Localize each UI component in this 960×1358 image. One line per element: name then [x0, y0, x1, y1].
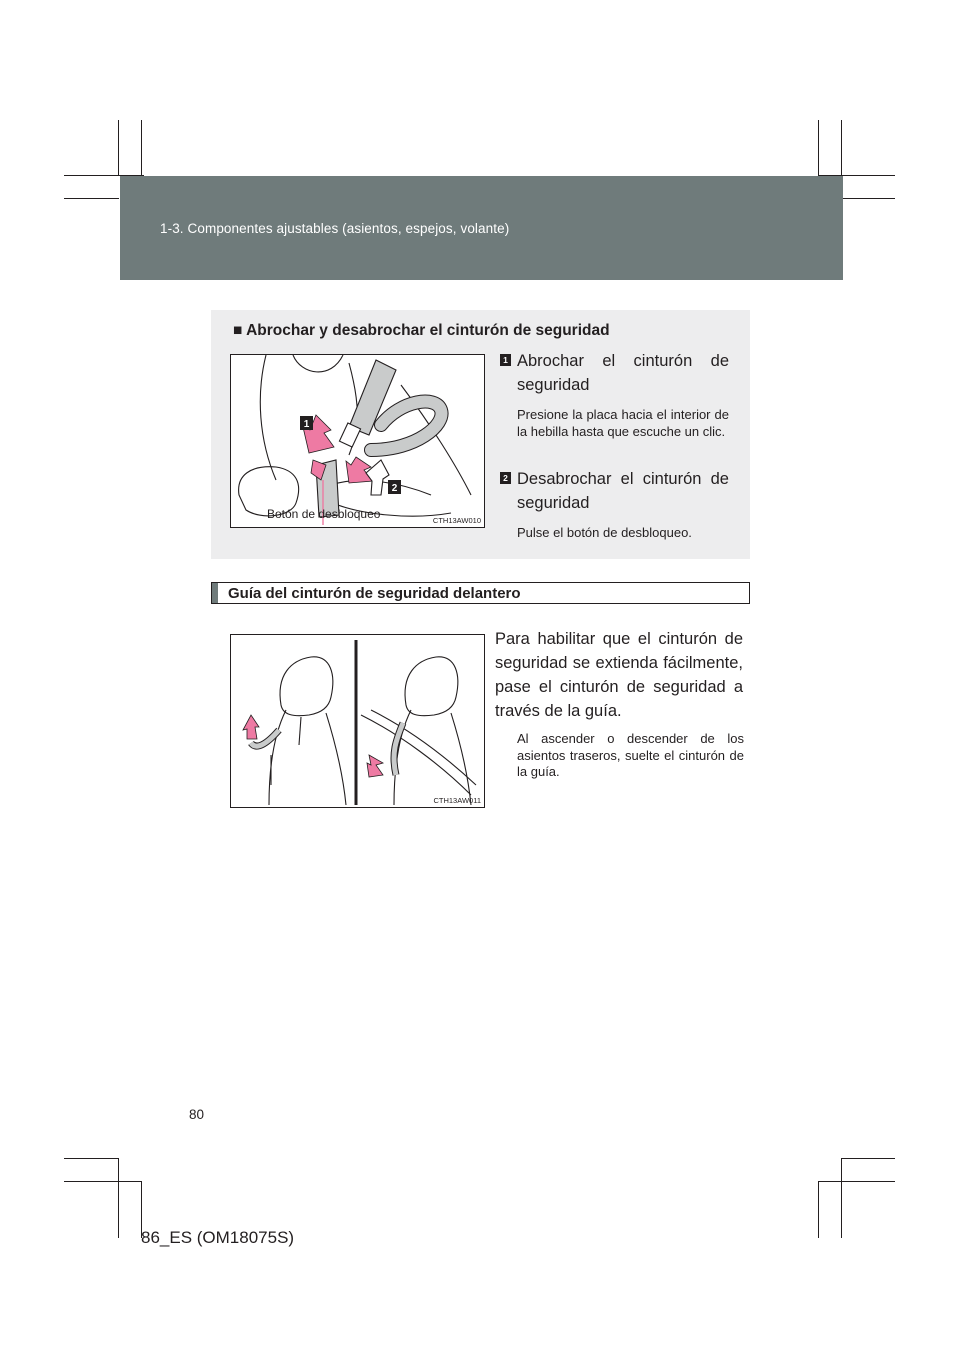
buckle-drawing [231, 355, 485, 528]
page-number: 80 [189, 1107, 205, 1122]
belt-guide-illustration [230, 634, 485, 808]
step-number-badge: 1 [500, 354, 511, 366]
step-description: Pulse el botón de desbloqueo. [517, 525, 692, 540]
callout-2-label: 2 [391, 483, 398, 494]
section-heading-title: Guía del cinturón de seguridad delantero [228, 585, 521, 602]
crop-mark [818, 1181, 895, 1182]
crop-mark [118, 1158, 119, 1238]
step-number-badge: 2 [500, 472, 511, 484]
callout-1-label: 1 [303, 419, 310, 430]
crop-mark [818, 1181, 819, 1238]
guide-note-text: Al ascender o descender de los asientos traseros, suelte el cinturón de la guía. [517, 731, 744, 779]
crop-mark [841, 198, 895, 199]
section-header-title: 1-3. Componentes ajustables (asientos, espejos, volante) [160, 221, 510, 236]
buckle-illustration [230, 354, 485, 528]
crop-mark [64, 198, 119, 199]
crop-mark [841, 1158, 842, 1238]
section-header-band [120, 176, 843, 280]
belt-guide-drawing [231, 635, 485, 808]
figure-code: CTH13AW010 [432, 516, 481, 525]
step-title: Abrochar el cinturón de seguridad [517, 352, 729, 394]
step-item [500, 349, 729, 440]
step-title: Desabrochar el cinturón de seguridad [517, 470, 729, 512]
crop-mark [64, 1181, 142, 1182]
crop-mark [841, 1158, 895, 1159]
release-button-caption: Botón de desbloqueo [267, 507, 381, 521]
document-code: 86_ES (OM18075S) [141, 1228, 295, 1247]
crop-mark [841, 120, 842, 176]
figure-code: CTH13AW011 [433, 796, 481, 805]
step-item [500, 467, 729, 542]
step-description: Presione la placa hacia el interior de la hebilla hasta que escuche un clic. [517, 407, 729, 439]
section-heading-bar [211, 582, 750, 604]
section-heading-accent [212, 583, 218, 603]
crop-mark [118, 120, 119, 176]
crop-mark [64, 1158, 119, 1159]
fastening-box-title: ■ Abrochar y desabrochar el cinturón de seguridad [233, 322, 610, 339]
guide-body-text: Para habilitar que el cinturón de seguridad se extienda fácilmente, pase el cinturón de seguridad a través de la guía. [495, 630, 743, 720]
